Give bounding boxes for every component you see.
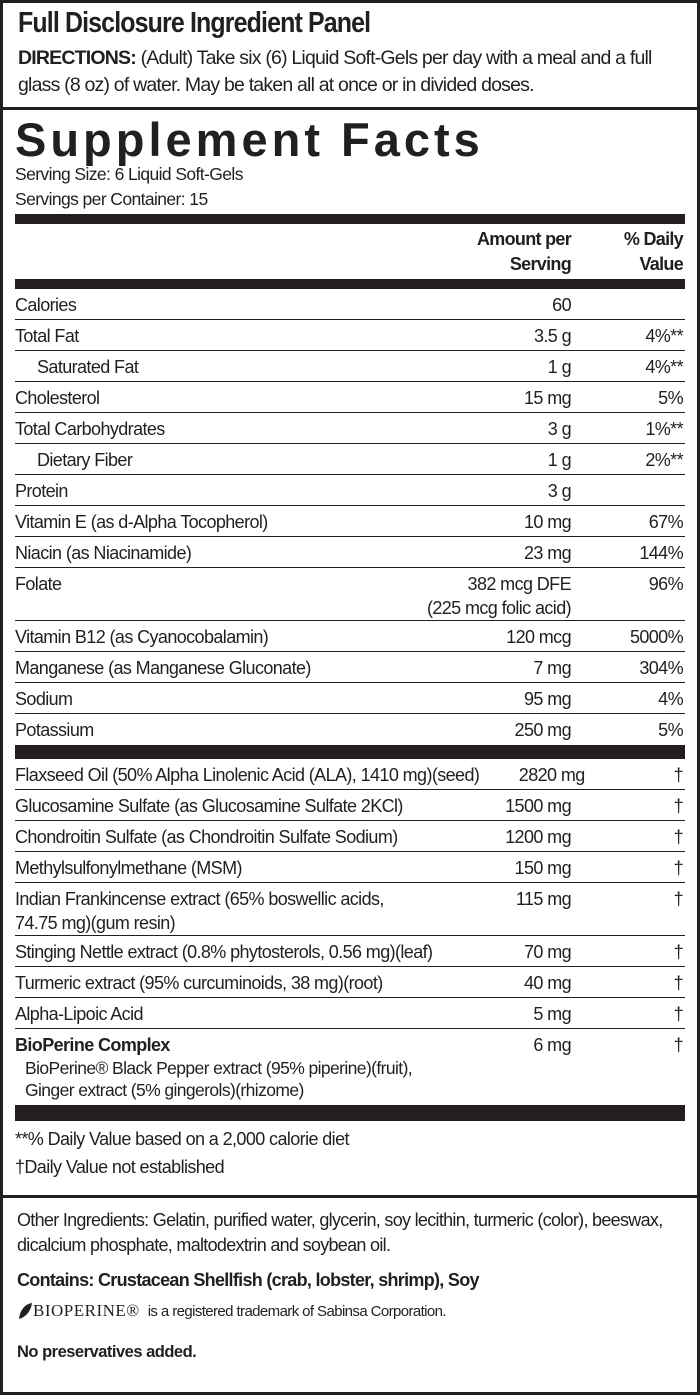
- nutrient-name: Chondroitin Sulfate (as Chondroitin Sulfate Sodium): [15, 827, 398, 847]
- nutrient-row: [15, 475, 685, 506]
- nutrient-name: Sodium: [15, 689, 73, 709]
- nutrient-row: [15, 852, 685, 883]
- nutrient-dv: 4%**: [645, 357, 683, 377]
- nutrient-amount: 10 mg: [523, 512, 571, 532]
- nutrient-amount: 40 mg: [523, 973, 571, 993]
- facts-title: Supplement Facts: [15, 113, 484, 166]
- bioperine-complex-row: [15, 1029, 685, 1105]
- nutrient-dv: 1%**: [645, 419, 683, 439]
- nutrient-row: [15, 790, 685, 821]
- nutrient-dv: †: [673, 765, 683, 785]
- serving-size: Serving Size: 6 Liquid Soft-Gels: [15, 164, 243, 184]
- nutrient-dv: 4%: [658, 689, 683, 709]
- nutrient-dv: 67%: [648, 512, 683, 532]
- nutrient-amount: 95 mg: [523, 689, 571, 709]
- nutrient-row: [15, 568, 685, 621]
- dv-header: % Daily Value: [623, 229, 683, 274]
- nutrient-name: Alpha-Lipoic Acid: [15, 1004, 143, 1024]
- nutrient-dv: 5000%: [629, 627, 683, 647]
- nutrient-dv: †: [673, 827, 683, 847]
- directions-panel: [0, 0, 700, 110]
- nutrient-row: [15, 621, 685, 652]
- nutrient-row: [15, 351, 685, 382]
- nutrient-dv: †: [673, 889, 683, 909]
- nutrient-row: [15, 683, 685, 714]
- nutrient-dv: 96%: [648, 574, 683, 594]
- amount-header: Amount per Serving: [477, 229, 571, 274]
- divider: [15, 1105, 685, 1121]
- leaf-icon: [17, 1302, 33, 1320]
- nutrient-name: Flaxseed Oil (50% Alpha Linolenic Acid (ALA), 1410 mg)(seed): [15, 765, 480, 785]
- other-ingredients: Other Ingredients: Gelatin, purified water, glycerin, soy lecithin, turmeric (color), beeswax, dicalcium phosphate, maltodextrin and soybean oil.: [17, 1210, 663, 1255]
- nutrient-dv: [571, 479, 685, 505]
- nutrient-dv: 304%: [639, 658, 683, 678]
- nutrient-row: [15, 821, 685, 852]
- nutrient-name: Folate: [15, 574, 62, 594]
- nutrient-amount: 2820 mg: [518, 765, 585, 785]
- nutrient-dv: †: [673, 858, 683, 878]
- nutrient-name: Total Carbohydrates: [15, 419, 165, 439]
- directions-label: DIRECTIONS:: [18, 47, 136, 69]
- nutrient-amount: 15 mg: [523, 388, 571, 408]
- nutrient-amount: 60: [552, 295, 571, 315]
- nutrient-dv: 5%: [658, 388, 683, 408]
- trademark-line: [17, 1301, 683, 1321]
- nutrient-name: Protein: [15, 481, 68, 501]
- complex-line: Ginger extract (5% gingerols)(rhizome): [25, 1080, 304, 1100]
- panel-title: Full Disclosure Ingredient Panel: [18, 7, 371, 39]
- nutrient-amount: 250 mg: [514, 720, 571, 740]
- nutrient-name: Dietary Fiber: [37, 450, 133, 470]
- divider: [15, 279, 685, 289]
- nutrient-name: Stinging Nettle extract (0.8% phytosterols, 0.56 mg)(leaf): [15, 942, 433, 962]
- divider: [15, 745, 685, 759]
- nutrient-row: [15, 759, 685, 790]
- nutrient-row: [15, 883, 685, 936]
- nutrient-row: [15, 444, 685, 475]
- nutrient-dv: †: [673, 973, 683, 993]
- nutrient-amount: 115 mg: [515, 889, 571, 909]
- nutrient-amount: 3 g: [547, 419, 571, 439]
- nutrient-name: Saturated Fat: [37, 357, 139, 377]
- directions-text: (Adult) Take six (6) Liquid Soft-Gels per day with a meal and a full glass (8 oz) of water. May be taken all at once or in divided doses.: [18, 47, 652, 96]
- footnote-dagger: †Daily Value not established: [15, 1157, 225, 1177]
- nutrient-row: [15, 537, 685, 568]
- nutrient-amount: 7 mg: [533, 658, 571, 678]
- nutrient-amount: 5 mg: [533, 1004, 571, 1024]
- nutrient-name: Vitamin B12 (as Cyanocobalamin): [15, 627, 269, 647]
- complex-name: BioPerine Complex: [15, 1035, 170, 1055]
- nutrient-amount: 3.5 g: [533, 326, 571, 346]
- nutrient-name: Glucosamine Sulfate (as Glucosamine Sulfate 2KCl): [15, 796, 403, 816]
- nutrient-name: Cholesterol: [15, 388, 100, 408]
- footnote-dv: **% Daily Value based on a 2,000 calorie diet: [15, 1129, 349, 1149]
- nutrient-dv: †: [673, 1004, 683, 1024]
- nutrient-row: [15, 714, 685, 745]
- other-info-panel: [0, 1195, 700, 1395]
- servings-per-container: Servings per Container: 15: [15, 189, 208, 209]
- nutrient-dv: 4%**: [645, 326, 683, 346]
- divider: [15, 214, 685, 224]
- nutrient-row: [15, 320, 685, 351]
- nutrient-amount: 3 g: [547, 481, 571, 501]
- nutrient-dv: 144%: [639, 543, 683, 563]
- complex-dv: †: [673, 1035, 683, 1055]
- nutrient-name: Manganese (as Manganese Gluconate): [15, 658, 311, 678]
- nutrient-amount: 23 mg: [523, 543, 571, 563]
- supplement-facts-panel: [0, 107, 700, 1198]
- nutrient-amount: 150 mg: [514, 858, 571, 878]
- nutrient-dv: †: [673, 942, 683, 962]
- nutrient-name: Turmeric extract (95% curcuminoids, 38 mg)(root): [15, 973, 383, 993]
- nutrient-row: [15, 936, 685, 967]
- nutrient-name: Vitamin E (as d-Alpha Tocopherol): [15, 512, 268, 532]
- nutrient-row: [15, 967, 685, 998]
- nutrient-row: [15, 998, 685, 1029]
- nutrient-name: Indian Frankincense extract (65% boswellic acids, 74.75 mg)(gum resin): [15, 889, 384, 933]
- nutrient-name: Niacin (as Niacinamide): [15, 543, 192, 563]
- nutrient-row: [15, 382, 685, 413]
- bioperine-logo: BIOPERINE®: [17, 1301, 140, 1321]
- nutrient-name: Calories: [15, 295, 77, 315]
- nutrient-dv: 2%**: [645, 450, 683, 470]
- nutrient-dv: [571, 293, 685, 319]
- nutrient-row: [15, 652, 685, 683]
- no-preservatives: No preservatives added.: [17, 1343, 197, 1361]
- directions: [18, 45, 682, 99]
- nutrient-amount: 70 mg: [523, 942, 571, 962]
- allergen-contains: Contains: Crustacean Shellfish (crab, lobster, shrimp), Soy: [17, 1270, 479, 1290]
- nutrient-amount: 1200 mg: [505, 827, 571, 847]
- nutrient-name: Potassium: [15, 720, 94, 740]
- nutrient-amount: 1500 mg: [505, 796, 571, 816]
- nutrient-row: [15, 413, 685, 444]
- nutrient-name: Methylsulfonylmethane (MSM): [15, 858, 242, 878]
- nutrient-row: [15, 506, 685, 537]
- nutrient-amount: 382 mcg DFE (225 mcg folic acid): [426, 574, 571, 618]
- nutrient-name: Total Fat: [15, 326, 79, 346]
- nutrient-amount: 120 mcg: [506, 627, 571, 647]
- nutrient-row: [15, 289, 685, 320]
- nutrient-amount: 1 g: [547, 450, 571, 470]
- nutrient-dv: 5%: [658, 720, 683, 740]
- column-header: [15, 224, 685, 279]
- nutrient-amount: 1 g: [547, 357, 571, 377]
- trademark-text: is a registered trademark of Sabinsa Corporation.: [147, 1302, 446, 1320]
- complex-line: BioPerine® Black Pepper extract (95% piperine)(fruit),: [25, 1058, 413, 1078]
- complex-amount: 6 mg: [533, 1035, 571, 1055]
- nutrient-dv: †: [673, 796, 683, 816]
